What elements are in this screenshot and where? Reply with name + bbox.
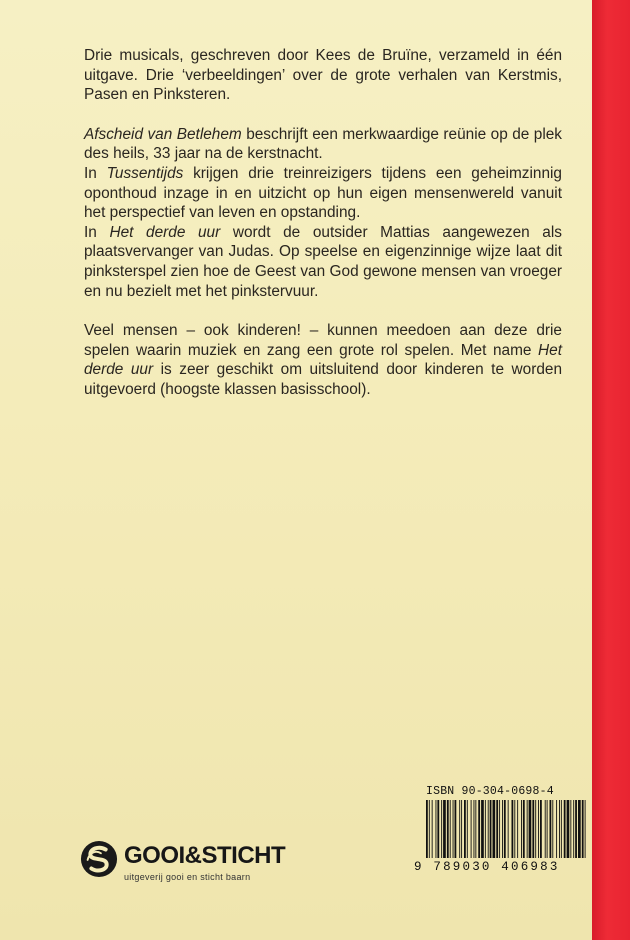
barcode-bar: [490, 800, 492, 858]
barcode-bar: [467, 800, 468, 858]
publisher-logo: [80, 836, 330, 892]
barcode-bar: [436, 800, 437, 858]
paragraph-derde-uur: In Het derde uur wordt de outsider Mattias aangewezen als plaatsvervanger van Judas. Op speelse en eigenzinnige wijze laat dit pinksterspel zien hoe de Geest van God gewone mensen van vroeger en nu bezielt met het pinkstervuur.: [84, 223, 562, 300]
barcode-bar: [432, 800, 433, 858]
barcode-bar: [488, 800, 489, 858]
title-afscheid: Afscheid van Betlehem: [84, 125, 242, 143]
blurb-text: [84, 46, 562, 400]
barcode-number: 9 789030 406983: [414, 860, 560, 874]
red-spine: [592, 0, 630, 940]
barcode-bar: [570, 800, 571, 858]
title-derde-uur: Het derde uur: [109, 223, 221, 241]
barcode-bar: [523, 800, 525, 858]
barcode-bar: [512, 800, 514, 858]
barcode-bar: [578, 800, 581, 858]
paragraph-betlehem: Afscheid van Betlehem beschrijft een merkwaardige reünie op de plek des heils, 33 jaar na de kerstnacht.: [84, 125, 563, 163]
publisher-name: GOOI&STICHT: [124, 842, 286, 869]
barcode-bar: [443, 800, 446, 858]
barcode-bar: [514, 800, 515, 858]
barcode-bar: [527, 800, 528, 858]
paragraph-performers: Veel mensen – ook kinderen! – kunnen meedoen aan deze drie spelen waarin muziek en zang een grote rol spelen. Met name Het derde uur is zeer geschikt om uitsluitend door kinderen te worden uitgevoerd (hoogste klassen basisschool).: [84, 322, 563, 398]
barcode-bar: [493, 800, 496, 858]
barcode-bar: [508, 800, 509, 858]
barcode-bar: [585, 800, 586, 858]
barcode-bar: [471, 800, 472, 858]
barcode-bar: [496, 800, 498, 858]
barcode-bar: [478, 800, 480, 858]
barcode-bar: [464, 800, 466, 858]
barcode-bar: [461, 800, 462, 858]
barcode-bar: [502, 800, 503, 858]
barcode-bar: [559, 800, 560, 858]
barcode-bar: [474, 800, 475, 858]
barcode-bar: [504, 800, 506, 858]
isbn-label: ISBN 90-304-0698-4: [426, 785, 554, 798]
barcode-bar: [573, 800, 574, 858]
barcode-bar: [481, 800, 484, 858]
publisher-tagline: uitgeverij gooi en sticht baarn: [124, 872, 251, 882]
barcode-bar: [545, 800, 546, 858]
barcode-bar: [426, 800, 428, 858]
barcode-bar: [450, 800, 451, 858]
barcode-bar: [475, 800, 476, 858]
barcode-bar: [540, 800, 542, 858]
barcode-bar: [538, 800, 539, 858]
barcode-bar: [547, 800, 548, 858]
barcode-bar: [485, 800, 486, 858]
barcode-bar: [453, 800, 454, 858]
paragraph-tussentijds: In Tussentijds krijgen drie treinreizigers tijdens een geheimzinnig oponthoud inzage in en uitzicht op hun eigen mensenwereld vanuit het perspectief van leven en opstanding.: [84, 164, 562, 222]
barcode-bar: [517, 800, 518, 858]
paragraph-intro: Drie musicals, geschreven door Kees de Bruïne, verzameld in één uitgave. Drie ‘verbeeldingen’ over de grote verhalen van Kerstmis, Pasen en Pinksteren.: [84, 47, 562, 104]
barcode-bar: [582, 800, 584, 858]
publisher-swirl-icon: [80, 840, 118, 878]
barcode-bar: [532, 800, 534, 858]
barcode-bar: [561, 800, 562, 858]
barcode-bar: [564, 800, 566, 858]
barcode-bar: [499, 800, 500, 858]
barcode-bar: [521, 800, 522, 858]
barcode-bar: [529, 800, 532, 858]
barcode-bar: [429, 800, 430, 858]
barcode-bar: [447, 800, 449, 858]
barcode-bar: [455, 800, 457, 858]
barcode-bar: [459, 800, 460, 858]
barcode-bar: [575, 800, 577, 858]
barcode-bar: [535, 800, 536, 858]
barcode: [424, 800, 588, 858]
barcode-bar: [437, 800, 439, 858]
barcode-bar: [550, 800, 552, 858]
title-derde-uur-2: Het derde uur: [84, 341, 562, 379]
title-tussentijds: Tussentijds: [106, 164, 184, 182]
barcode-bar: [556, 800, 557, 858]
barcode-bar: [441, 800, 442, 858]
barcode-bar: [552, 800, 553, 858]
barcode-bar: [567, 800, 570, 858]
